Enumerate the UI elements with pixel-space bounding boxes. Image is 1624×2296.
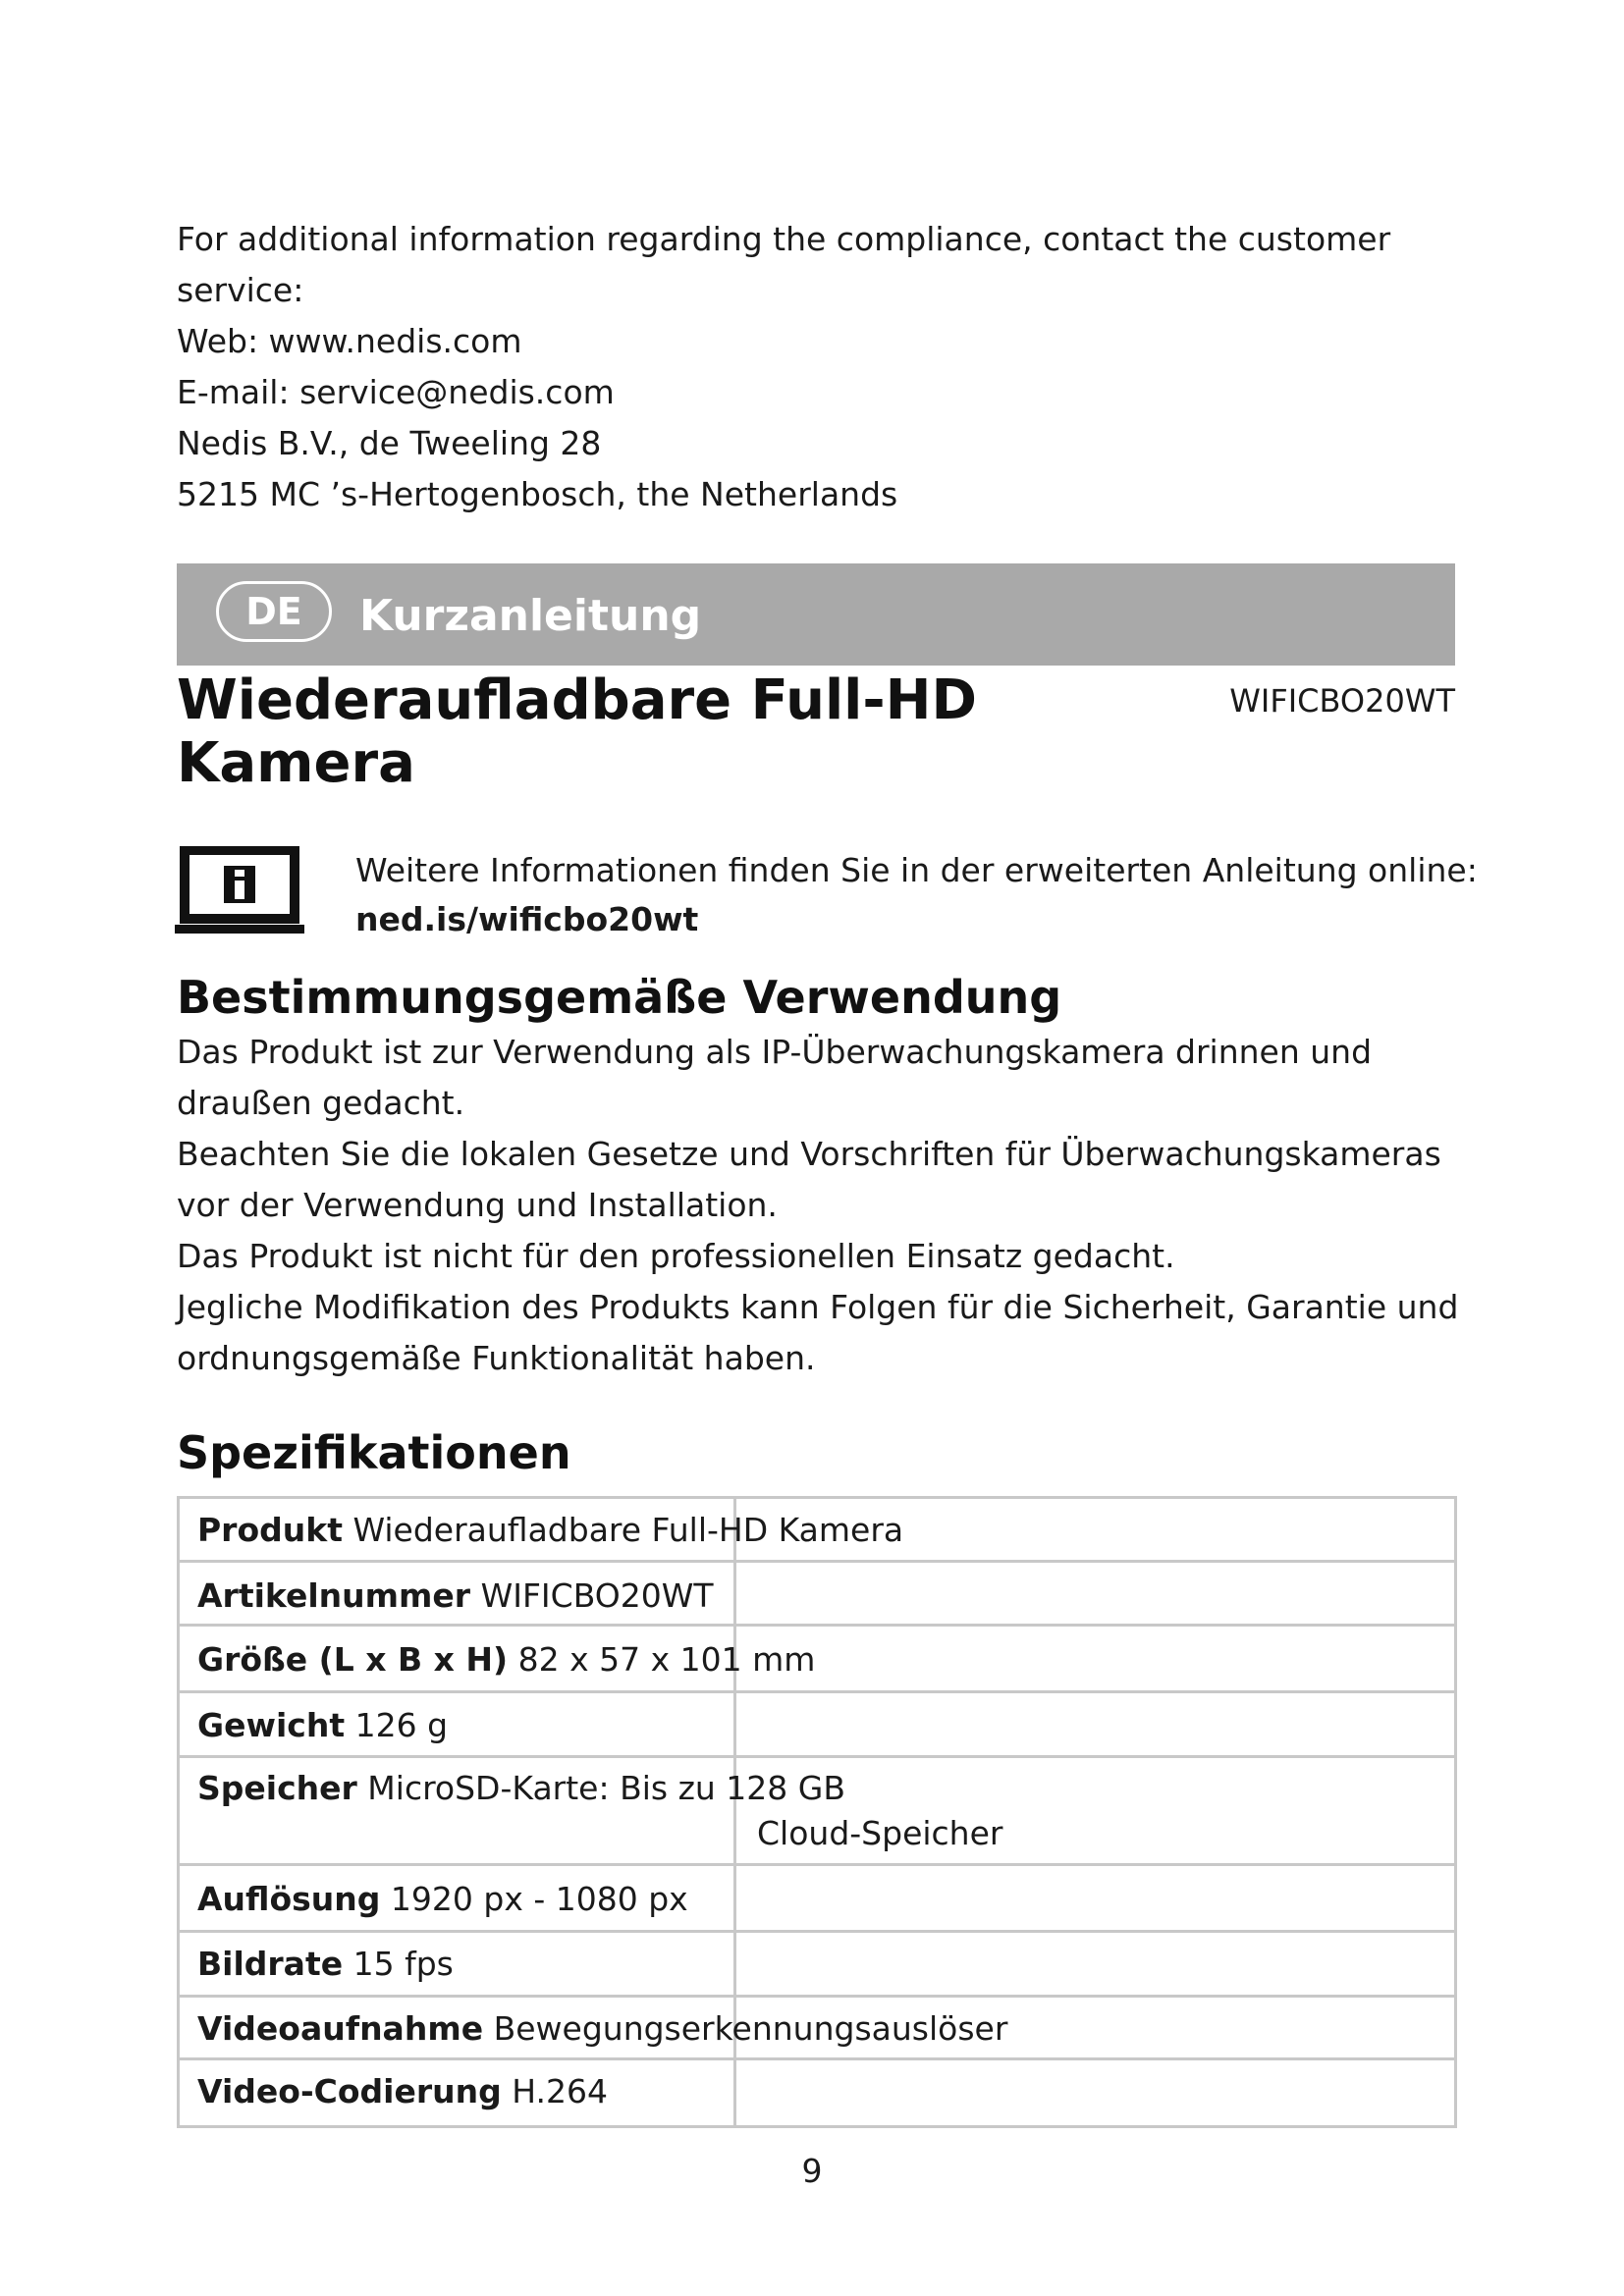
table-row <box>180 1758 1454 1866</box>
spec-value: 1920 px - 1080 px <box>390 1880 688 1918</box>
page-number: 9 <box>801 2152 823 2190</box>
table-row <box>180 1563 1454 1627</box>
intended-use-line: Beachten Sie die lokalen Gesetze und Vorschriften für Überwachungskameras <box>177 1135 1441 1173</box>
intended-use-line: Das Produkt ist zur Verwendung als IP-Überwachungskamera drinnen und <box>177 1033 1373 1071</box>
spec-label: Auflösung <box>197 1880 381 1918</box>
address-line: Nedis B.V., de Tweeling 28 <box>177 424 602 462</box>
address-line: 5215 MC ’s-Hertogenbosch, the Netherlands <box>177 475 898 513</box>
spec-label: Videoaufnahme <box>197 2009 484 2048</box>
email-line: E-mail: service@nedis.com <box>177 373 615 411</box>
table-row <box>180 1998 1454 2060</box>
product-title-line: Kamera <box>177 731 415 795</box>
spec-label: Video-Codierung <box>197 2072 502 2110</box>
specifications-table <box>177 1496 1457 2128</box>
more-info-text: Weitere Informationen finden Sie in der erweiterten Anleitung online: <box>355 851 1478 889</box>
spec-value: WIFICBO20WT <box>480 1576 714 1615</box>
specifications-heading: Spezifikationen <box>177 1426 571 1479</box>
spec-value: Bewegungserkennungsauslöser <box>493 2009 1008 2048</box>
intended-use-line: draußen gedacht. <box>177 1084 465 1122</box>
compliance-contact <box>177 214 1473 520</box>
manual-url-link[interactable]: ned.is/wificbo20wt <box>355 900 699 938</box>
spec-value: 82 x 57 x 101 mm <box>517 1640 816 1679</box>
product-title-line: Wiederaufladbare Full-HD <box>177 668 977 732</box>
table-row <box>180 1499 1454 1563</box>
model-number: WIFICBO20WT <box>1229 682 1455 720</box>
spec-value: H.264 <box>512 2072 608 2110</box>
web-line: Web: www.nedis.com <box>177 322 522 360</box>
spec-value: 15 fps <box>352 1945 454 1983</box>
intended-use-line: ordnungsgemäße Funktionalität haben. <box>177 1339 816 1377</box>
table-row <box>180 1866 1454 1933</box>
spec-label: Größe (L x B x H) <box>197 1640 509 1679</box>
banner-title: Kurzanleitung <box>359 591 702 641</box>
spec-value: Cloud-Speicher <box>757 1814 1003 1852</box>
compliance-line: service: <box>177 271 304 309</box>
spec-label: Produkt <box>197 1511 343 1549</box>
product-title <box>177 669 1060 795</box>
table-row <box>180 1627 1454 1693</box>
table-row <box>180 1693 1454 1758</box>
language-badge: DE <box>216 581 332 642</box>
intended-use-line: Jegliche Modifikation des Produkts kann Folgen für die Sicherheit, Garantie und <box>177 1288 1459 1326</box>
table-row <box>180 2060 1454 2125</box>
spec-label: Artikelnummer <box>197 1576 471 1615</box>
spec-label: Gewicht <box>197 1706 346 1744</box>
laptop-info-icon <box>173 846 306 936</box>
spec-value: 126 g <box>354 1706 449 1744</box>
intended-use-line: vor der Verwendung und Installation. <box>177 1186 778 1224</box>
spec-label: Speicher <box>197 1769 357 1807</box>
intended-use-heading: Bestimmungsgemäße Verwendung <box>177 971 1062 1024</box>
section-banner <box>177 563 1455 666</box>
compliance-line: For additional information regarding the compliance, contact the customer <box>177 220 1391 258</box>
table-row <box>180 1933 1454 1998</box>
spec-label: Bildrate <box>197 1945 344 1983</box>
intended-use-text <box>177 1027 1473 1384</box>
intended-use-line: Das Produkt ist nicht für den professionellen Einsatz gedacht. <box>177 1237 1175 1275</box>
more-info <box>355 846 1478 944</box>
spec-value: Wiederaufladbare Full-HD Kamera <box>352 1511 904 1549</box>
spec-value: MicroSD-Karte: Bis zu 128 GB <box>367 1769 845 1807</box>
